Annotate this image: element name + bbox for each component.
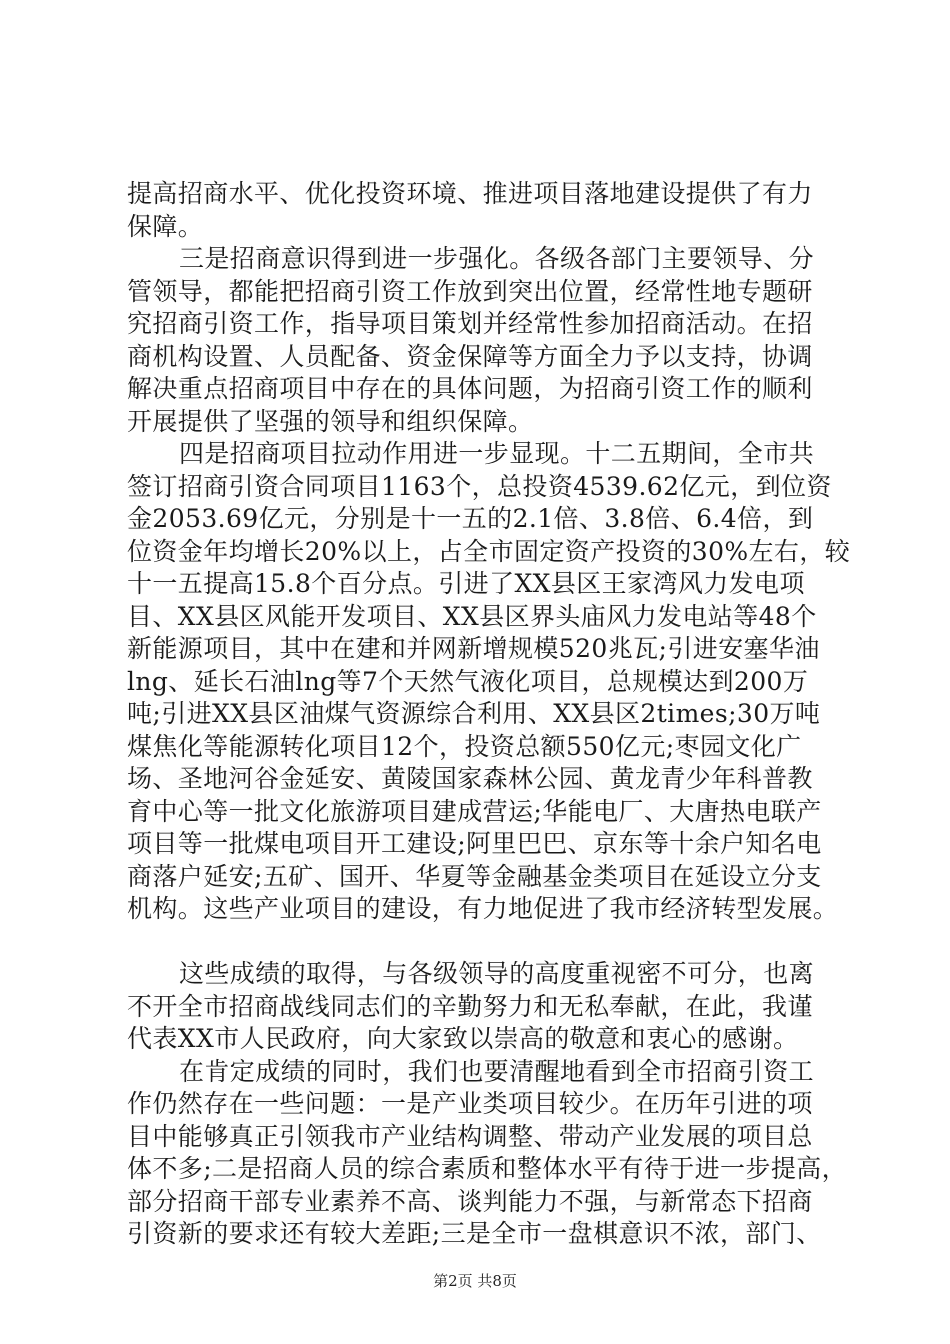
text-line: 代表XX市人民政府，向大家致以崇高的敬意和衷心的感谢。 xyxy=(127,1024,799,1053)
text-line: 开展提供了坚强的领导和组织保障。 xyxy=(127,406,534,436)
text-line: 这些成绩的取得，与各级领导的高度重视密不可分，也离 xyxy=(179,959,815,988)
text-line: 商机构设置、人员配备、资金保障等方面全力予以支持，协调 xyxy=(127,341,813,371)
text-line: 位资金年均增长20%以上，占全市固定资产投资的30%左右，较 xyxy=(127,536,851,566)
text-line: 提高招商水平、优化投资环境、推进项目落地建设提供了有力 xyxy=(127,179,813,208)
page-number: 第2页 共8页 xyxy=(433,1272,517,1290)
text-line: 新能源项目，其中在建和并网新增规模520兆瓦;引进安塞华油 xyxy=(127,634,820,663)
text-line: 十一五提高15.8个百分点。引进了XX县区王家湾风力发电项 xyxy=(127,569,805,598)
paragraph-gap xyxy=(127,926,847,959)
text-line: 机构。这些产业项目的建设，有力地促进了我市经济转型发展。 xyxy=(127,894,839,923)
text-line: 目、XX县区风能开发项目、XX县区界头庙风力发电站等48个 xyxy=(127,601,817,631)
text-line: 吨;引进XX县区油煤气资源综合利用、XX县区2times;30万吨 xyxy=(127,699,821,728)
text-line: 签订招商引资合同项目1163个，总投资4539.62亿元，到位资 xyxy=(127,471,832,501)
text-line: 金2053.69亿元，分别是十一五的2.1倍、3.8倍、6.4倍，到 xyxy=(127,504,814,533)
text-line: 商落户延安;五矿、国开、华夏等金融基金类项目在延设立分支 xyxy=(127,861,822,891)
text-line: 四是招商项目拉动作用进一步显现。十二五期间，全市共 xyxy=(179,439,815,468)
text-line: 目中能够真正引领我市产业结构调整、带动产业发展的项目总 xyxy=(127,1121,813,1151)
text-line: 作仍然存在一些问题：一是产业类项目较少。在历年引进的项 xyxy=(127,1089,813,1118)
text-line: lng、延长石油lng等7个天然气液化项目，总规模达到200万 xyxy=(127,666,809,696)
text-line: 管领导，都能把招商引资工作放到突出位置，经常性地专题研 xyxy=(127,276,813,306)
page-footer xyxy=(0,1270,950,1291)
text-line: 解决重点招商项目中存在的具体问题，为招商引资工作的顺利 xyxy=(127,374,813,403)
text-line: 部分招商干部专业素养不高、谈判能力不强，与新常态下招商 xyxy=(127,1186,813,1216)
text-line: 项目等一批煤电项目开工建设;阿里巴巴、京东等十余户知名电 xyxy=(127,829,822,858)
text-line: 引资新的要求还有较大差距;三是全市一盘棋意识不浓，部门、 xyxy=(127,1219,822,1248)
text-line: 保障。 xyxy=(127,211,204,241)
text-line: 究招商引资工作，指导项目策划并经常性参加招商活动。在招 xyxy=(127,309,813,338)
text-line: 煤焦化等能源转化项目12个，投资总额550亿元;枣园文化广 xyxy=(127,731,802,761)
text-line: 不开全市招商战线同志们的辛勤努力和无私奉献，在此，我谨 xyxy=(127,991,813,1021)
text-line: 三是招商意识得到进一步强化。各级各部门主要领导、分 xyxy=(179,244,815,273)
text-line: 育中心等一批文化旅游项目建成营运;华能电厂、大唐热电联产 xyxy=(127,796,822,826)
text-line: 体不多;二是招商人员的综合素质和整体水平有待于进一步提高， xyxy=(127,1154,848,1183)
document-body xyxy=(127,178,851,1251)
text-line: 场、圣地河谷金延安、黄陵国家森林公园、黄龙青少年科普教 xyxy=(127,764,813,793)
text-line: 在肯定成绩的同时，我们也要清醒地看到全市招商引资工 xyxy=(179,1056,815,1086)
